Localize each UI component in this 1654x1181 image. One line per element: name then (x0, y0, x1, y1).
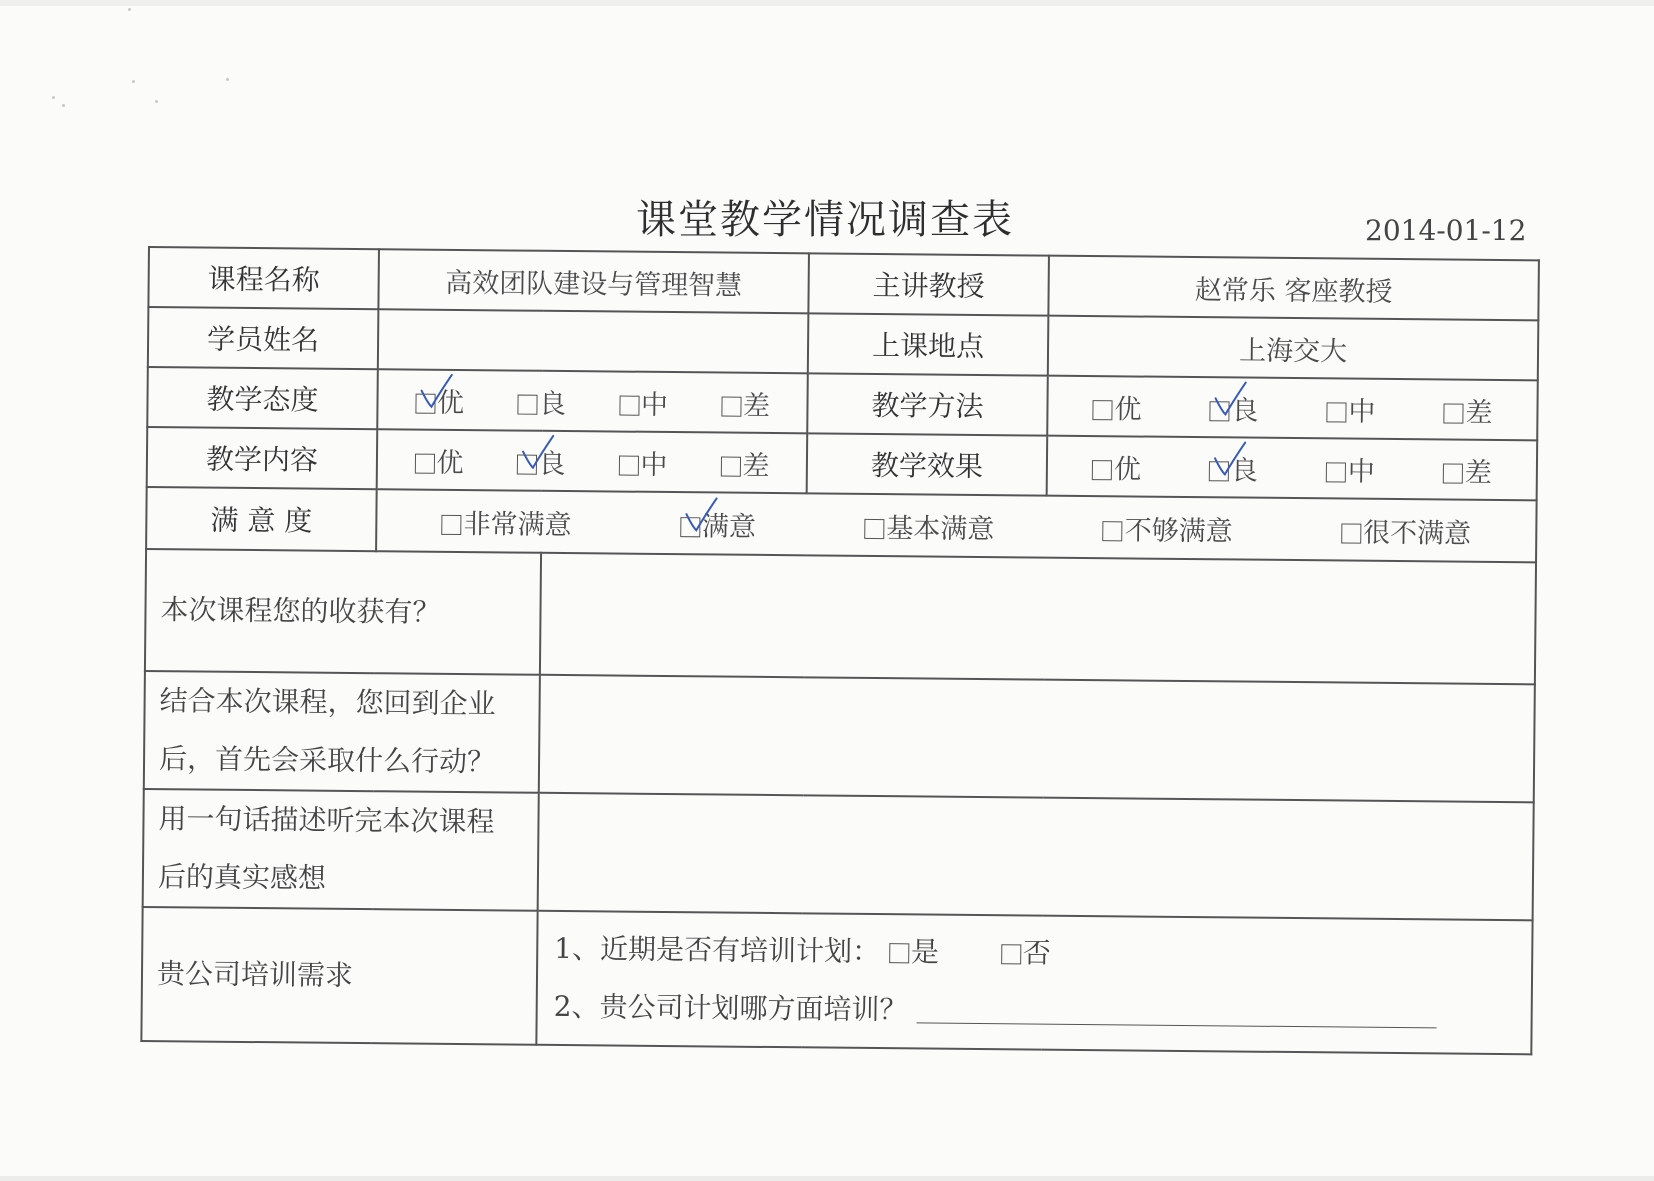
satisfaction-option[interactable] (864, 505, 994, 545)
effect-option-label: 优 (1113, 453, 1142, 486)
checkbox-icon[interactable] (1103, 521, 1123, 541)
checkbox-icon[interactable] (864, 518, 884, 538)
checkbox-icon[interactable] (889, 943, 909, 963)
course-name-label: 课程名称 (148, 247, 379, 309)
gains-answer-field[interactable] (540, 553, 1536, 685)
effect-label: 教学效果 (807, 433, 1048, 495)
satisfaction-option[interactable] (1341, 510, 1471, 550)
effect-option-label: 中 (1347, 456, 1376, 488)
location-label: 上课地点 (808, 313, 1049, 375)
attitude-label: 教学态度 (147, 367, 378, 429)
action-question-line: 结合本次课程，您回到企业 (159, 684, 496, 721)
attitude-options (377, 369, 808, 433)
satisfaction-option[interactable] (680, 504, 756, 544)
checkbox-icon[interactable] (516, 454, 536, 474)
form-date: 2014-01-12 (1365, 214, 1527, 247)
effect-options (1047, 436, 1538, 501)
scan-speck (226, 78, 229, 81)
plan-yes-option[interactable] (889, 935, 939, 968)
checkbox-icon[interactable] (1092, 460, 1112, 480)
method-option-label: 差 (1465, 397, 1493, 429)
content-option-label: 中 (640, 449, 668, 481)
content-option-label: 差 (742, 450, 770, 482)
lecturer-value: 赵常乐 客座教授 (1048, 256, 1539, 321)
table-row (145, 549, 1536, 684)
student-name-field[interactable] (378, 309, 809, 373)
content-option[interactable] (618, 442, 667, 481)
satisfaction-option[interactable] (441, 501, 571, 541)
plan-yes-label: 是 (910, 935, 940, 969)
content-option-label: 优 (436, 447, 464, 479)
attitude-option[interactable] (721, 383, 770, 422)
method-option[interactable] (1092, 387, 1141, 426)
checkbox-icon[interactable] (1326, 462, 1346, 482)
method-option[interactable] (1209, 388, 1258, 427)
checkbox-icon[interactable] (1209, 401, 1229, 421)
gains-question: 本次课程您的收获有？ (145, 549, 541, 675)
satisfaction-label: 满 意 度 (146, 487, 377, 551)
attitude-option-label: 差 (742, 390, 771, 422)
feeling-question-line: 用一句话描述听完本次课程 (158, 802, 495, 839)
checkbox-icon[interactable] (618, 455, 638, 475)
plan-question-line (554, 920, 1516, 987)
lecturer-label: 主讲教授 (808, 253, 1049, 315)
effect-option[interactable] (1092, 447, 1141, 486)
method-option-label: 良 (1231, 394, 1259, 427)
plan-no-label: 否 (1022, 936, 1051, 970)
method-label: 教学方法 (807, 373, 1048, 435)
action-answer-field[interactable] (539, 675, 1535, 803)
action-question (144, 671, 540, 793)
survey-table (140, 246, 1540, 1055)
form-title: 课堂教学情况调查表 (636, 197, 1014, 243)
content-option[interactable] (516, 441, 565, 480)
scan-speck (52, 96, 55, 99)
plan-no-option[interactable] (1001, 936, 1051, 969)
effect-option-label: 差 (1464, 457, 1493, 489)
checkbox-icon[interactable] (721, 396, 741, 416)
training-needs-cell (536, 911, 1532, 1055)
action-question-line: 后，首先会采取什么行动？ (158, 742, 496, 779)
checkbox-icon[interactable] (441, 514, 461, 534)
checkbox-icon[interactable] (1341, 523, 1361, 543)
attitude-option-label: 优 (436, 387, 465, 419)
effect-option[interactable] (1326, 449, 1375, 488)
content-label: 教学内容 (147, 427, 378, 489)
effect-option-label: 良 (1230, 454, 1259, 487)
training-area-field[interactable] (916, 1000, 1436, 1028)
satisfaction-option-label: 非常满意 (463, 508, 572, 541)
feeling-question-line: 后的真实感想 (157, 860, 327, 895)
area-question-line (553, 978, 1515, 1045)
checkbox-icon[interactable] (517, 394, 537, 414)
area-question: 2、贵公司计划哪方面培训？ (553, 989, 908, 1027)
content-options (377, 429, 808, 493)
scan-speck (132, 80, 135, 83)
scan-speck (155, 100, 158, 103)
checkbox-icon[interactable] (1443, 463, 1463, 483)
scan-speck (62, 104, 65, 107)
method-options (1047, 376, 1538, 441)
training-needs-label: 贵公司培训需求 (141, 907, 537, 1045)
attitude-option[interactable] (517, 381, 566, 420)
survey-sheet (140, 246, 1540, 1055)
checkbox-icon[interactable] (680, 517, 700, 537)
satisfaction-option-label: 满意 (701, 510, 757, 543)
satisfaction-option-label: 很不满意 (1362, 517, 1472, 550)
course-name-value: 高效团队建设与管理智慧 (378, 249, 809, 313)
table-row (144, 671, 1535, 802)
checkbox-icon[interactable] (1326, 402, 1346, 422)
satisfaction-options (376, 489, 1537, 562)
checkbox-icon[interactable] (720, 456, 740, 476)
attitude-option-label: 良 (538, 388, 567, 420)
content-option[interactable] (720, 443, 769, 482)
attitude-option[interactable] (619, 382, 668, 421)
plan-question: 1、近期是否有培训计划： (554, 931, 881, 969)
feeling-answer-field[interactable] (538, 793, 1534, 921)
method-option-label: 优 (1114, 393, 1142, 426)
feeling-question (143, 789, 539, 911)
checkbox-icon[interactable] (1001, 944, 1021, 964)
content-option-label: 良 (538, 448, 566, 480)
scan-speck (128, 8, 131, 11)
attitude-option-label: 中 (640, 389, 669, 421)
checkbox-icon[interactable] (414, 453, 434, 473)
checkbox-icon[interactable] (1443, 403, 1463, 423)
table-row (141, 907, 1532, 1054)
effect-option[interactable] (1443, 450, 1492, 489)
satisfaction-option-label: 不够满意 (1124, 514, 1233, 547)
effect-option[interactable] (1209, 448, 1258, 487)
satisfaction-option[interactable] (1103, 508, 1233, 548)
checkbox-icon[interactable] (1092, 400, 1112, 420)
method-option[interactable] (1326, 389, 1375, 428)
checkbox-icon[interactable] (619, 395, 639, 415)
student-name-label: 学员姓名 (148, 307, 379, 369)
attitude-option[interactable] (415, 380, 464, 419)
method-option[interactable] (1443, 390, 1492, 429)
checkbox-icon[interactable] (415, 393, 435, 413)
checkbox-icon[interactable] (1209, 461, 1229, 481)
scan-edge-top (0, 0, 1654, 6)
method-option-label: 中 (1348, 396, 1376, 428)
satisfaction-option-label: 基本满意 (886, 512, 995, 545)
scan-edge-bottom (0, 1176, 1654, 1181)
table-row (143, 789, 1534, 920)
location-value: 上海交大 (1048, 316, 1539, 381)
content-option[interactable] (414, 440, 463, 479)
